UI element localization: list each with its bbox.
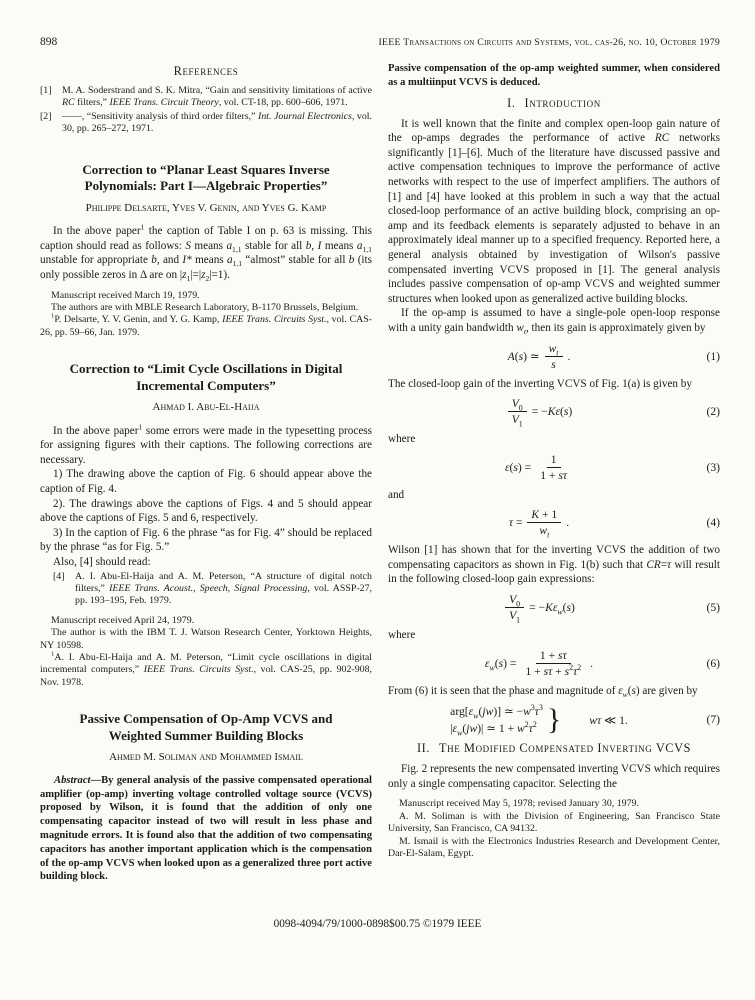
page-number: 898: [40, 36, 58, 48]
equation-6: [388, 649, 720, 678]
and-text: and: [388, 488, 405, 501]
page-header: [40, 36, 720, 48]
reference-item-1: [40, 85, 372, 110]
equation-body: ε(s) = $\frac{1}{1 + s\tau}$: [504, 452, 568, 482]
equation-5: [388, 593, 720, 625]
where-text-1: where: [388, 433, 416, 446]
equation-number: (4): [706, 516, 720, 530]
equation-body: $\varepsilon_w(s)$ = $\frac{1 + s\tau}{1 + s\tau + s^2\tau^2}$ .: [484, 648, 594, 678]
after-eq1-text: The closed-loop gain of the inverting VCVS of Fig. 1(a) is given by: [388, 377, 692, 390]
equation-body: $arg[\varepsilon_w(jw)]$ ≃ $-w^3\tau^3$ $|\varepsilon_w(jw)|$ ≃ $1 + w^2\tau^2$ } wτ ≪ 1.: [450, 703, 628, 738]
left-column: [40, 60, 372, 884]
reference-text: M. A. Soderstrand and S. K. Mitra, “Gain and sensitivity limitations of active RC filters,” IEEE Trans. Circuit Theory, vol. CT-18, pp. 600–606, 1971.: [62, 85, 372, 109]
section-title: Introduction: [524, 95, 601, 110]
footnote-line: The author is with the IBM T. J. Watson Research Center, Yorktown Heights, NY 10598.: [40, 627, 372, 651]
footnote-line: M. Ismail is with the Electronics Industries Research and Development Center, Dar-El-Salam, Egypt.: [388, 835, 720, 860]
where-text-2: where: [388, 629, 416, 642]
paper-abstract: Abstract—By general analysis of the passive compensated operational amplifier (op-amp) inverting voltage controlled voltage source (VCVS) proposed by Wilson, it is found that the addition of only one compensating capacitor instead of two will result in less phase and magnitude errors. It is found also that the addition of two compensating capacitors has another important application which is the compensation of the op-amp VCVS when looked upon as a generalized three port active building block.: [40, 774, 372, 883]
journal-title: IEEE Transactions on Circuits and Systems, vol. cas-26, no. 10, October 1979: [378, 37, 720, 48]
paper-authors: Ahmed M. Soliman and Mohammed Ismail: [109, 751, 303, 764]
equation-2: [388, 397, 720, 429]
equation-number: (2): [706, 405, 720, 419]
equation-number: (1): [706, 349, 720, 363]
section-title: The Modified Compensated Inverting VCVS: [439, 741, 692, 756]
wilson-paragraph: Wilson [1] has shown that for the inverting VCVS the addition of two compensating capacitors as shown in Fig. 1(b) such that CR=τ will result in the following closed-loop gain expressions:: [388, 544, 720, 586]
section-number: I.: [507, 95, 516, 110]
reference-item-2: [40, 111, 372, 136]
correction2-item-2: 2). The drawings above the captions of Figs. 4 and 5 should appear above the captions of Figs. 5 and 6, respectively.: [40, 497, 372, 525]
correction1-body: In the above paper$^1$ the caption of Table I on p. 63 is missing. This caption should read as follows: S means $a_{1,1}$ stable for all b, I means $a_{1,1}$ unstable for appropriate b, and I* means $a_{1,1}$ “almost” stable for all b (its only possible zeros in Δ are on $|z_1|=|z_2|=1$).: [40, 222, 373, 284]
correction2-item-1: 1) The drawing above the caption of Fig. 6 should appear above the caption of Fig. 4.: [40, 468, 372, 495]
page-footer: [0, 918, 755, 930]
equation-number: (7): [706, 713, 720, 727]
reference-label: [2]: [40, 110, 52, 122]
paper-footnote: [388, 798, 720, 860]
equation-7: [388, 703, 720, 738]
section2-paragraph: Fig. 2 represents the new compensated inverting VCVS which requires only a single compensating capacitor. Selecting the: [388, 763, 720, 790]
equation-body: τ = $\frac{K + 1}{w_t}$ .: [508, 508, 570, 540]
equation-body: $\frac{V_0}{V_1}$ = −Kε(s): [388, 397, 690, 426]
paper-title: Passive Compensation of Op-Amp VCVS and Weighted Summer Building Blocks: [79, 711, 333, 743]
reference-label: [1]: [40, 85, 52, 96]
footnote-line: $^1$A. I. Abu-El-Haija and A. M. Peterson, “Limit cycle oscillations in digital incremental computers,” IEEE Trans. Circuits Syst., vol. CAS-25, pp. 902-908, Nov. 1978.: [40, 650, 373, 688]
footnote-line: Manuscript received March 19, 1979.: [51, 289, 200, 301]
correction2-paragraph: In the above paper$^1$ some errors were made in the typesetting process for assigning figures with their captions. The following corrections are necessary.: [40, 421, 373, 466]
footnote-line: Manuscript received April 24, 1979.: [51, 614, 195, 626]
correction2-also-line: Also, [4] should read:: [53, 555, 151, 568]
equation-number: (3): [706, 460, 720, 474]
correction1-footnote: [40, 290, 372, 340]
intro-paragraph-2: If the op-amp is assumed to have a single-pole open-loop response with a unity gain bandwidth $w_t$, then its gain is approximately given by: [388, 307, 720, 337]
reference-text: A. I. Abu-El-Haija and A. M. Peterson, “A structure of digital notch filters,” IEEE Trans. Acoust., Speech, Signal Processing, vol. ASSP-27, pp. 193–195, Feb. 1979.: [75, 570, 372, 607]
correction1-authors: Philippe Delsarte, Yves V. Genin, and Yves G. Kamp: [85, 201, 327, 214]
section-number: II.: [416, 741, 431, 756]
from-eq6-paragraph: From (6) it is seen that the phase and magnitude of $\varepsilon_w(s)$ are given by: [388, 684, 698, 699]
reference-label: [4]: [53, 570, 65, 582]
right-column: [388, 60, 720, 884]
equation-number: (6): [706, 656, 720, 670]
equation-body: A(s) ≃ $\frac{w_t}{s}$ .: [507, 341, 571, 371]
intro-paragraph-1: It is well known that the finite and complex open-loop gain nature of the op-amps degrades the performance of active RC networks significantly [1]–[6]. Much of the literature have discussed passive and active compensation techniques to improve the performance of active networks with respect to the use of imperfect amplifiers. The authors of [1] and [4] have looked at this problem in such a way that the actual closed-loop performance of an active building block, comprising an op-amp and its feedback elements is separately adjusted to behave in an approximately ideal manner up to a specified frequency. Reported here, a general analysis obtained by investigation of Wilson's passive compensated inverting VCVS proposed in [1]. The general analysis includes passive compensation of op-amp VCVS and weighted summer structures when looked upon as generalized active building blocks.: [388, 117, 720, 305]
correction2-item-3: 3) In the caption of Fig. 6 the phrase “as for Fig. 4” should be replaced by the phrase “as for Fig. 5.”: [40, 526, 372, 554]
correction1-title: Correction to “Planar Least Squares Inverse Polynomials: Part I—Algebraic Properties”: [82, 161, 330, 194]
section2-heading: [388, 741, 720, 756]
reference-text: ——, “Sensitivity analysis of third order filters,” Int. Journal Electronics, vol. 30, pp. 265–272, 1971.: [62, 110, 373, 135]
footnote-line: The authors are with MBLE Research Laboratory, B-1170 Brussels, Belgium.: [51, 301, 359, 313]
equation-body: $\frac{V_0}{V_1}$ = $-K\varepsilon_w(s)$: [388, 593, 690, 622]
correction2-footnote: [40, 615, 372, 689]
correction2-reference-4: [53, 571, 372, 608]
abstract-continuation: Passive compensation of the op-amp weighted summer, when considered as a multiinput VCVS is deduced.: [388, 63, 720, 88]
equation-3: [388, 453, 720, 482]
copyright-line: 0098-4094/79/1000-0898$00.75 ©1979 IEEE: [273, 918, 482, 930]
equation-1: [388, 342, 720, 371]
footnote-line: Manuscript received May 5, 1978; revised January 30, 1979.: [399, 798, 639, 810]
equation-4: [388, 508, 720, 540]
references-heading: References: [173, 64, 239, 78]
two-column-layout: [40, 60, 720, 884]
correction2-authors: Ahmad I. Abu-El-Haija: [152, 401, 260, 414]
equation-number: (5): [706, 601, 720, 615]
footnote-line: A. M. Soliman is with the Division of Engineering, San Francisco State University, San Francisco, CA 94132.: [388, 810, 720, 835]
footnote-line: $^1$P. Delsarte, Y. V. Genin, and Y. G. Kamp, IEEE Trans. Circuits Syst., vol. CAS-26, pp. 59–66, Jan. 1979.: [40, 313, 372, 338]
section1-heading: [388, 96, 720, 111]
correction2-title: Correction to “Limit Cycle Oscillations in Digital Incremental Computers”: [69, 361, 343, 393]
